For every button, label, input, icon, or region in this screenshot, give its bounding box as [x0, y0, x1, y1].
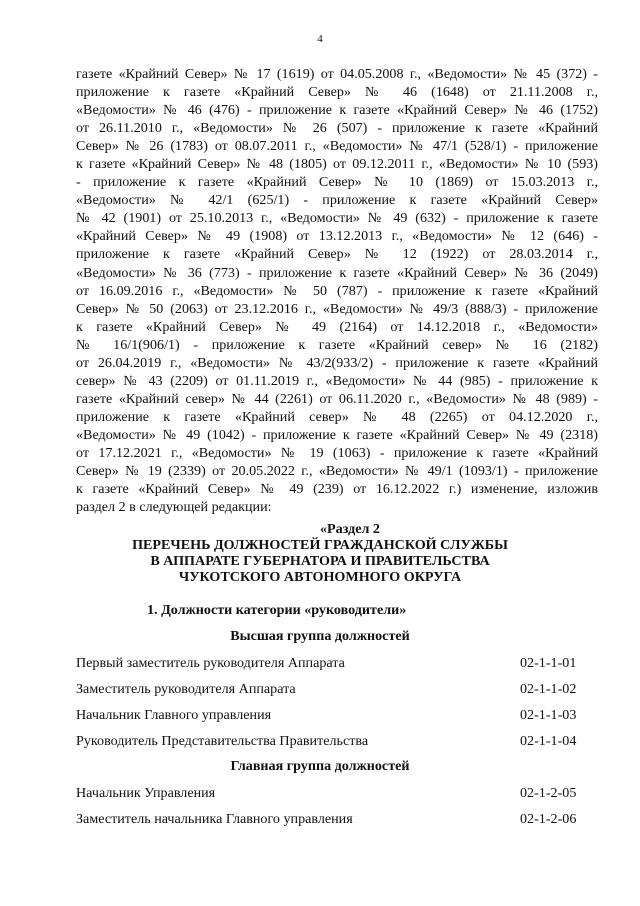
intro-line: к газете «Крайний Север» № 49 (2164) от 14.12.2018 г., «Ведомости»: [76, 318, 598, 335]
intro-line: приложение к газете «Крайний Север» № 12 (1922) от 28.03.2014 г.,: [76, 246, 598, 263]
page-number: 4: [317, 33, 323, 45]
intro-line: Север» № 50 (2063) от 23.12.2016 г., «Ведомости» № 49/3 (888/3) - приложение: [76, 300, 598, 317]
intro-line: от 26.04.2019 г., «Ведомости» № 43/2(933/2) - приложение к газете «Крайний: [76, 354, 598, 371]
intro-line: приложение к газете «Крайний север» № 48 (2265) от 04.12.2020 г.,: [76, 408, 598, 425]
position-title: Заместитель руководителя Аппарата: [76, 681, 296, 697]
position-title: Первый заместитель руководителя Аппарата: [76, 655, 345, 671]
intro-line: раздел 2 в следующей редакции:: [76, 499, 272, 516]
intro-line: Север» № 19 (2339) от 20.05.2022 г., «Ведомости» № 49/1 (1093/1) - приложение: [76, 463, 598, 480]
section-title-line: ПЕРЕЧЕНЬ ДОЛЖНОСТЕЙ ГРАЖДАНСКОЙ СЛУЖБЫ: [132, 537, 508, 553]
section-title-line: В АППАРАТЕ ГУБЕРНАТОРА И ПРАВИТЕЛЬСТВА: [150, 553, 490, 569]
position-title: Руководитель Представительства Правительства: [76, 733, 369, 749]
intro-line: от 16.09.2016 г., «Ведомости» № 50 (787) - приложение к газете «Крайний: [76, 282, 598, 299]
category-title: 1. Должности категории «руководители»: [147, 602, 407, 618]
intro-line: от 26.11.2010 г., «Ведомости» № 26 (507) - приложение к газете «Крайний: [76, 120, 598, 137]
group-title-higher: Высшая группа должностей: [230, 628, 410, 644]
intro-line: к газете «Крайний Север» № 49 (239) от 16.12.2022 г.) изменение, изложив: [76, 481, 598, 498]
position-title: Заместитель начальника Главного управления: [76, 811, 353, 827]
position-code: 02-1-1-01: [520, 655, 577, 671]
position-code: 02-1-1-04: [520, 733, 577, 749]
intro-line: - приложение к газете «Крайний Север» № 10 (1869) от 15.03.2013 г.,: [76, 174, 598, 191]
intro-line: «Ведомости» № 46 (476) - приложение к газете «Крайний Север» № 46 (1752): [76, 102, 598, 119]
intro-line: «Ведомости» № 49 (1042) - приложение к газете «Крайний Север» № 49 (2318): [76, 426, 598, 443]
position-code: 02-1-1-02: [520, 681, 577, 697]
intro-line: от 17.12.2021 г., «Ведомости» № 19 (1063) - приложение к газете «Крайний: [76, 444, 598, 461]
intro-paragraph: [76, 65, 598, 516]
intro-line: газете «Крайний север» № 44 (2261) от 06.11.2020 г., «Ведомости» № 48 (989) -: [76, 390, 598, 407]
section-label: «Раздел 2: [320, 521, 380, 537]
position-code: 02-1-1-03: [520, 707, 577, 723]
section-title-line: ЧУКОТСКОГО АВТОНОМНОГО ОКРУГА: [178, 569, 462, 585]
intro-line: север» № 43 (2209) от 01.11.2019 г., «Ведомости» № 44 (985) - приложение к: [76, 372, 598, 389]
intro-line: «Ведомости» № 36 (773) - приложение к газете «Крайний Север» № 36 (2049): [76, 264, 598, 281]
section-heading: [0, 521, 640, 585]
position-code: 02-1-2-06: [520, 811, 577, 827]
intro-line: Север» № 26 (1783) от 08.07.2011 г., «Ведомости» № 47/1 (528/1) - приложение: [76, 138, 598, 155]
intro-line: «Ведомости» № 42/1 (625/1) - приложение к газете «Крайний Север»: [76, 192, 598, 209]
intro-line: к газете «Крайний Север» № 48 (1805) от 09.12.2011 г., «Ведомости» № 10 (593): [76, 156, 598, 173]
position-title: Начальник Главного управления: [76, 707, 272, 723]
position-title: Начальник Управления: [76, 785, 216, 801]
intro-line: приложение к газете «Крайний Север» № 46 (1648) от 21.11.2008 г.,: [76, 84, 598, 101]
position-code: 02-1-2-05: [520, 785, 577, 801]
intro-line: № 42 (1901) от 25.10.2013 г., «Ведомости» № 49 (632) - приложение к газете: [76, 210, 598, 227]
intro-line: «Крайний Север» № 49 (1908) от 13.12.2013 г., «Ведомости» № 12 (646) -: [76, 228, 598, 245]
intro-line: газете «Крайний Север» № 17 (1619) от 04.05.2008 г., «Ведомости» № 45 (372) -: [76, 66, 598, 82]
intro-line: № 16/1(906/1) - приложение к газете «Крайний север» № 16 (2182): [76, 336, 598, 353]
group-title-main: Главная группа должностей: [230, 758, 410, 774]
